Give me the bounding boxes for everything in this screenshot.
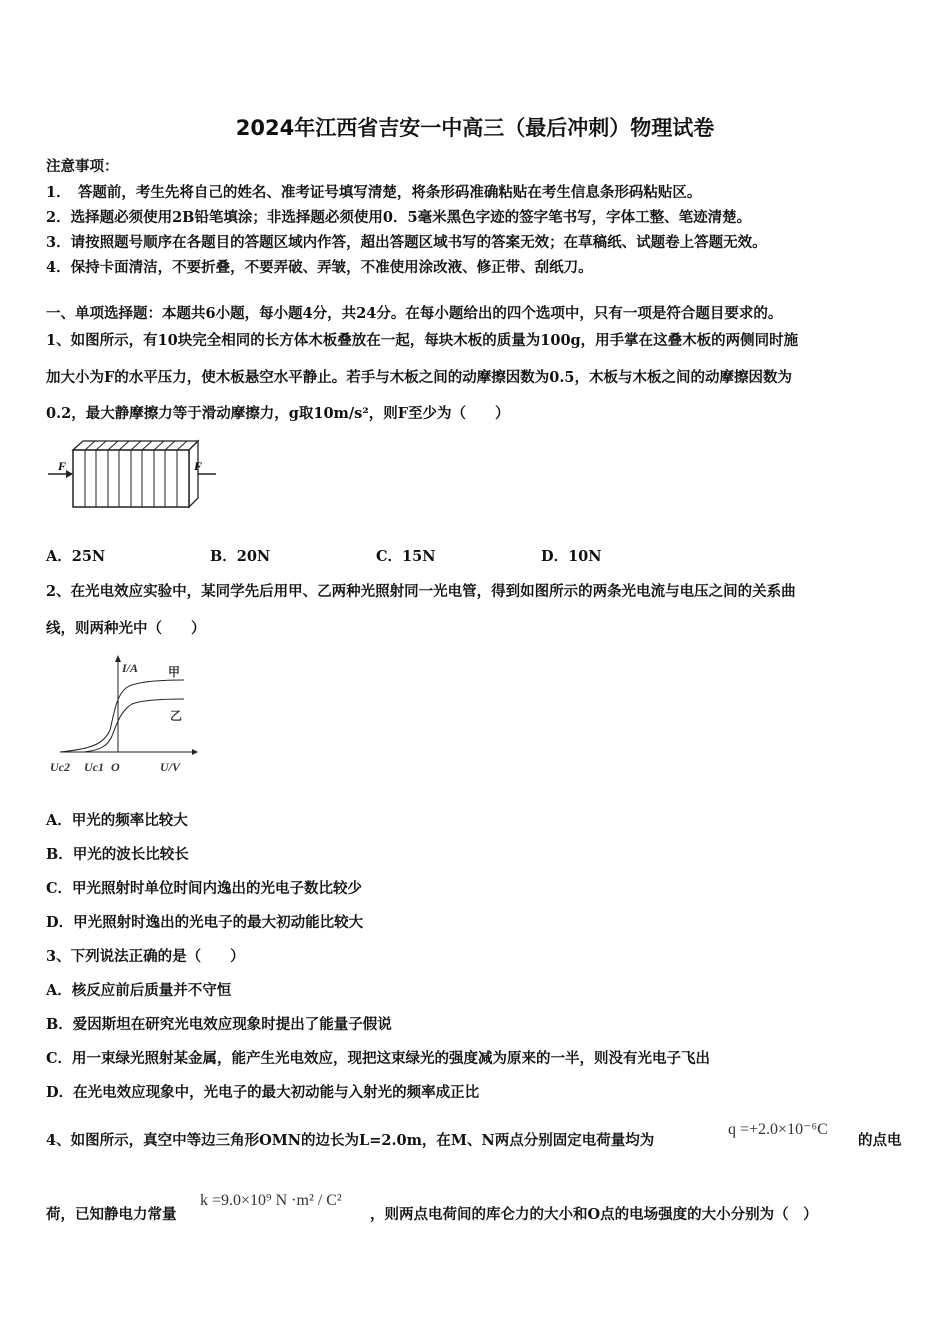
notice-item-2: 2．选择题必须使用2B铅笔填涂；非选择题必须使用0．5毫米黑色字迹的签字笔书写，字体工整、笔迹清楚。 [46, 209, 752, 226]
q4-line-1b: 的点电 [858, 1132, 902, 1149]
q2-line-1: 2、在光电效应实验中，某同学先后用甲、乙两种光照射同一光电管，得到如图所示的两条光电流与电压之间的关系曲 [46, 583, 796, 600]
section-heading: 一、单项选择题：本题共6小题，每小题4分，共24分。在每小题给出的四个选项中，只有一项是符合题目要求的。 [46, 305, 783, 322]
q1-option-c[interactable]: C．15N [376, 548, 436, 565]
q1-option-b[interactable]: B．20N [210, 548, 271, 565]
q2-option-d[interactable]: D．甲光照射时逸出的光电子的最大初动能比较大 [46, 914, 364, 931]
notice-item-3: 3．请按照题号顺序在各题目的答题区域内作答，超出答题区域书写的答案无效；在草稿纸、试题卷上答题无效。 [46, 234, 767, 251]
q3-option-c[interactable]: C．用一束绿光照射某金属，能产生光电效应，现把这束绿光的强度减为原来的一半，则没有光电子飞出 [46, 1050, 711, 1067]
q1-option-a[interactable]: A．25N [46, 548, 106, 565]
q1-line-1: 1、如图所示，有10块完全相同的长方体木板叠放在一起，每块木板的质量为100g，用手掌在这叠木板的两侧同时施 [46, 332, 799, 349]
q2-line-2: 线，则两种光中（ ） [46, 620, 206, 637]
photoelectric-graph [46, 652, 206, 778]
force-label-left: F [58, 459, 67, 473]
q3-option-a[interactable]: A．核反应前后质量并不守恒 [46, 982, 232, 999]
q4-formula-k: k =9.0×10⁹ N ·m² / C² [200, 1192, 342, 1209]
x-axis-label: U/V [160, 760, 181, 774]
tick-uc1: Uc1 [84, 760, 104, 774]
q3-stem: 3、下列说法正确的是（ ） [46, 948, 245, 965]
page-title: 2024年江西省吉安一中高三（最后冲刺）物理试卷 [235, 116, 715, 140]
q2-option-b[interactable]: B．甲光的波长比较长 [46, 846, 189, 863]
q1-line-2: 加大小为F的水平压力，使木板悬空水平静止。若手与木板之间的动摩擦因数为0.5，木板与木板之间的动摩擦因数为 [46, 369, 793, 386]
q3-option-b[interactable]: B．爱因斯坦在研究光电效应现象时提出了能量子假说 [46, 1016, 392, 1033]
q1-line-3: 0.2，最大静摩擦力等于滑动摩擦力，g取10m/s²，则F至少为（ ） [46, 405, 510, 422]
y-axis-label: I/A [122, 661, 139, 675]
q2-option-c[interactable]: C．甲光照射时单位时间内逸出的光电子数比较少 [46, 880, 363, 897]
tick-uc2: Uc2 [50, 760, 70, 774]
q4-line-2b: ，则两点电荷间的库仑力的大小和O点的电场强度的大小分别为（ ） [370, 1206, 818, 1223]
q4-line-1a: 4、如图所示，真空中等边三角形OMN的边长为L=2.0m，在M、N两点分别固定电荷量均为 [46, 1132, 655, 1149]
q1-option-d[interactable]: D．10N [541, 548, 602, 565]
q4-formula-q: q =+2.0×10⁻⁶C [728, 1121, 828, 1138]
q3-option-d[interactable]: D．在光电效应现象中，光电子的最大初动能与入射光的频率成正比 [46, 1084, 480, 1101]
q4-line-2a: 荷，已知静电力常量 [46, 1206, 177, 1223]
origin-label: O [111, 760, 120, 774]
boards-figure [46, 436, 216, 516]
curve-label-yi: 乙 [170, 709, 183, 723]
notice-item-1: 1． 答题前，考生先将自己的姓名、准考证号填写清楚，将条形码准确粘贴在考生信息条形码粘贴区。 [46, 184, 702, 201]
force-label-right: F [194, 459, 203, 473]
notice-heading: 注意事项： [46, 158, 119, 175]
curve-label-jia: 甲 [168, 665, 181, 679]
q2-option-a[interactable]: A．甲光的频率比较大 [46, 812, 188, 829]
notice-item-4: 4．保持卡面清洁，不要折叠，不要弄破、弄皱，不准使用涂改液、修正带、刮纸刀。 [46, 259, 593, 276]
